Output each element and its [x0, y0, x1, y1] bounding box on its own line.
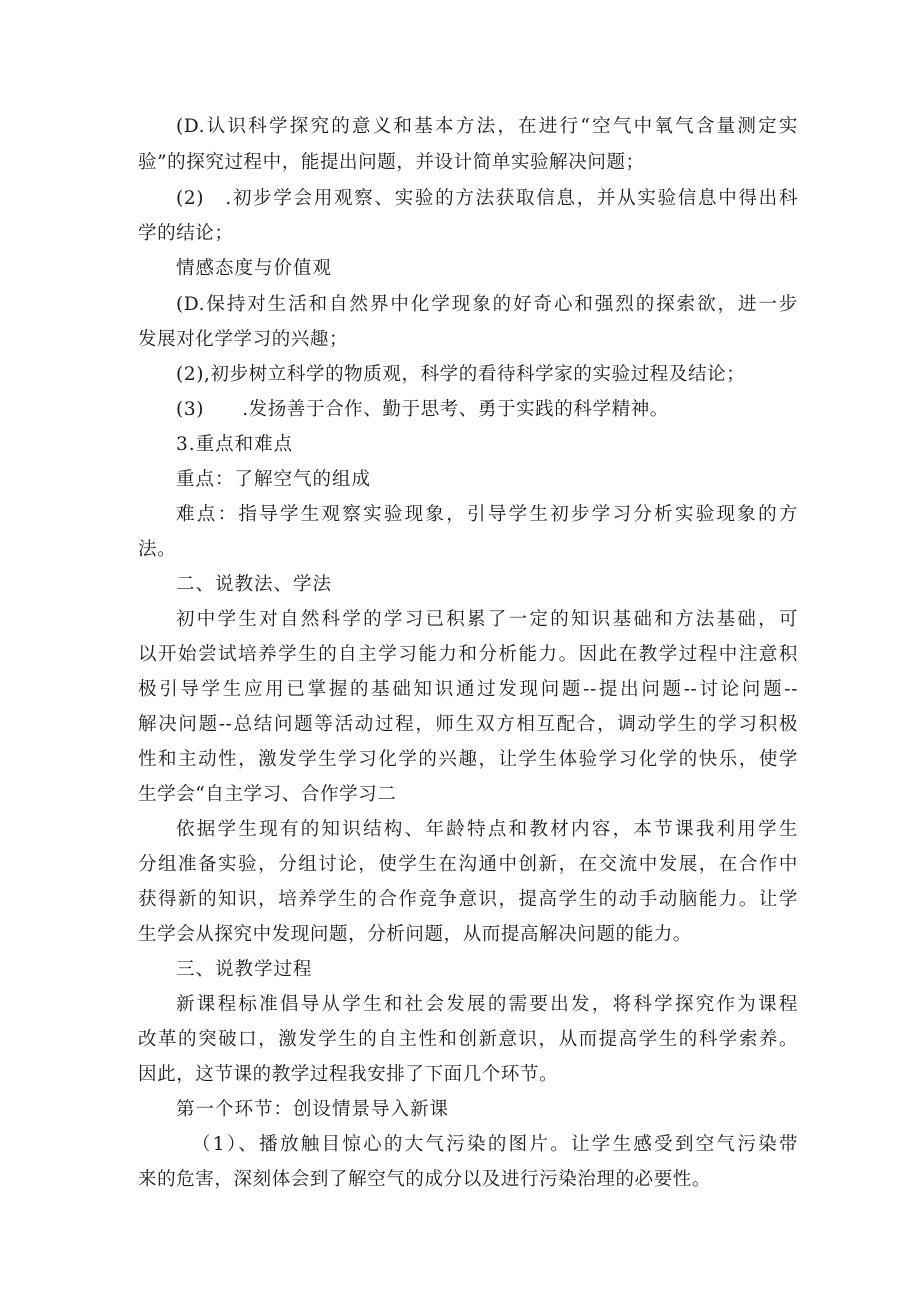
section-heading: 情感态度与价值观	[176, 258, 333, 279]
text-line: 难点：指导学生观察实验现象，引导学生初步学习分析实验现象的方	[176, 504, 798, 525]
text-line: 生学会从探究中发现问题，分析问题，从而提高解决问题的能力。	[138, 924, 692, 945]
text-line: 极引导学生应用已掌握的基础知识通过发现问题--提出问题--讨论问题--	[138, 679, 798, 700]
text-line: (2) .初步学会用观察、实验的方法获取信息，并从实验信息中得出科	[176, 188, 798, 209]
text-line: （1）、播放触目惊心的大气污染的图片。让学生感受到空气污染带	[192, 1134, 798, 1155]
text-line: 生学会“自主学习、合作学习二	[138, 784, 397, 805]
text-line: (2),初步树立科学的物质观，科学的看待科学家的实验过程及结论；	[176, 364, 746, 385]
text-line: 获得新的知识，培养学生的合作竞争意识，提高学生的动手动脑能力。让学	[138, 889, 798, 910]
text-line: (D.认识科学探究的意义和基本方法，在进行“空气中氧气含量测定实	[176, 116, 798, 137]
text-line: 来的危害，深刻体会到了解空气的成分以及进行污染治理的必要性。	[138, 1169, 712, 1190]
section-heading: 第一个环节：创设情景导入新课	[176, 1099, 450, 1120]
text-line: 因此，这节课的教学过程我安排了下面几个环节。	[138, 1064, 559, 1085]
text-line: 依据学生现有的知识结构、年龄特点和教材内容，本节课我利用学生	[176, 819, 798, 840]
text-line: 新课程标准倡导从学生和社会发展的需要出发，将科学探究作为课程	[176, 994, 798, 1015]
text-line: (3) .发扬善于合作、勤于思考、勇于实践的科学精神。	[176, 399, 669, 420]
section-heading: 3.重点和难点	[176, 434, 294, 455]
text-line: 以开始尝试培养学生的自主学习能力和分析能力。因此在教学过程中注意积	[138, 644, 798, 665]
text-line: 学的结论；	[138, 223, 234, 244]
text-line: (D.保持对生活和自然界中化学现象的好奇心和强烈的探索欲，进一步	[176, 294, 798, 315]
section-heading: 二、说教法、学法	[176, 574, 333, 595]
text-line: 解决问题--总结问题等活动过程，师生双方相互配合，调动学生的学习积极	[138, 714, 798, 735]
text-line: 验”的探究过程中，能提出问题，并设计简单实验解决问题；	[138, 152, 645, 173]
text-line: 初中学生对自然科学的学习已积累了一定的知识基础和方法基础，可	[176, 609, 798, 630]
text-line: 改革的突破口，激发学生的自主性和创新意识，从而提高学生的科学索养。	[138, 1029, 798, 1050]
text-line: 性和主动性，激发学生学习化学的兴趣，让学生体验学习化学的快乐，使学	[138, 749, 798, 770]
text-line: 重点：了解空气的组成	[176, 469, 372, 490]
text-line: 发展对化学学习的兴趣；	[138, 329, 349, 350]
section-heading: 三、说教学过程	[176, 959, 313, 980]
text-line: 分组准备实验，分组讨论，使学生在沟通中创新，在交流中发展，在合作中	[138, 854, 798, 875]
text-line: 法。	[138, 539, 177, 560]
